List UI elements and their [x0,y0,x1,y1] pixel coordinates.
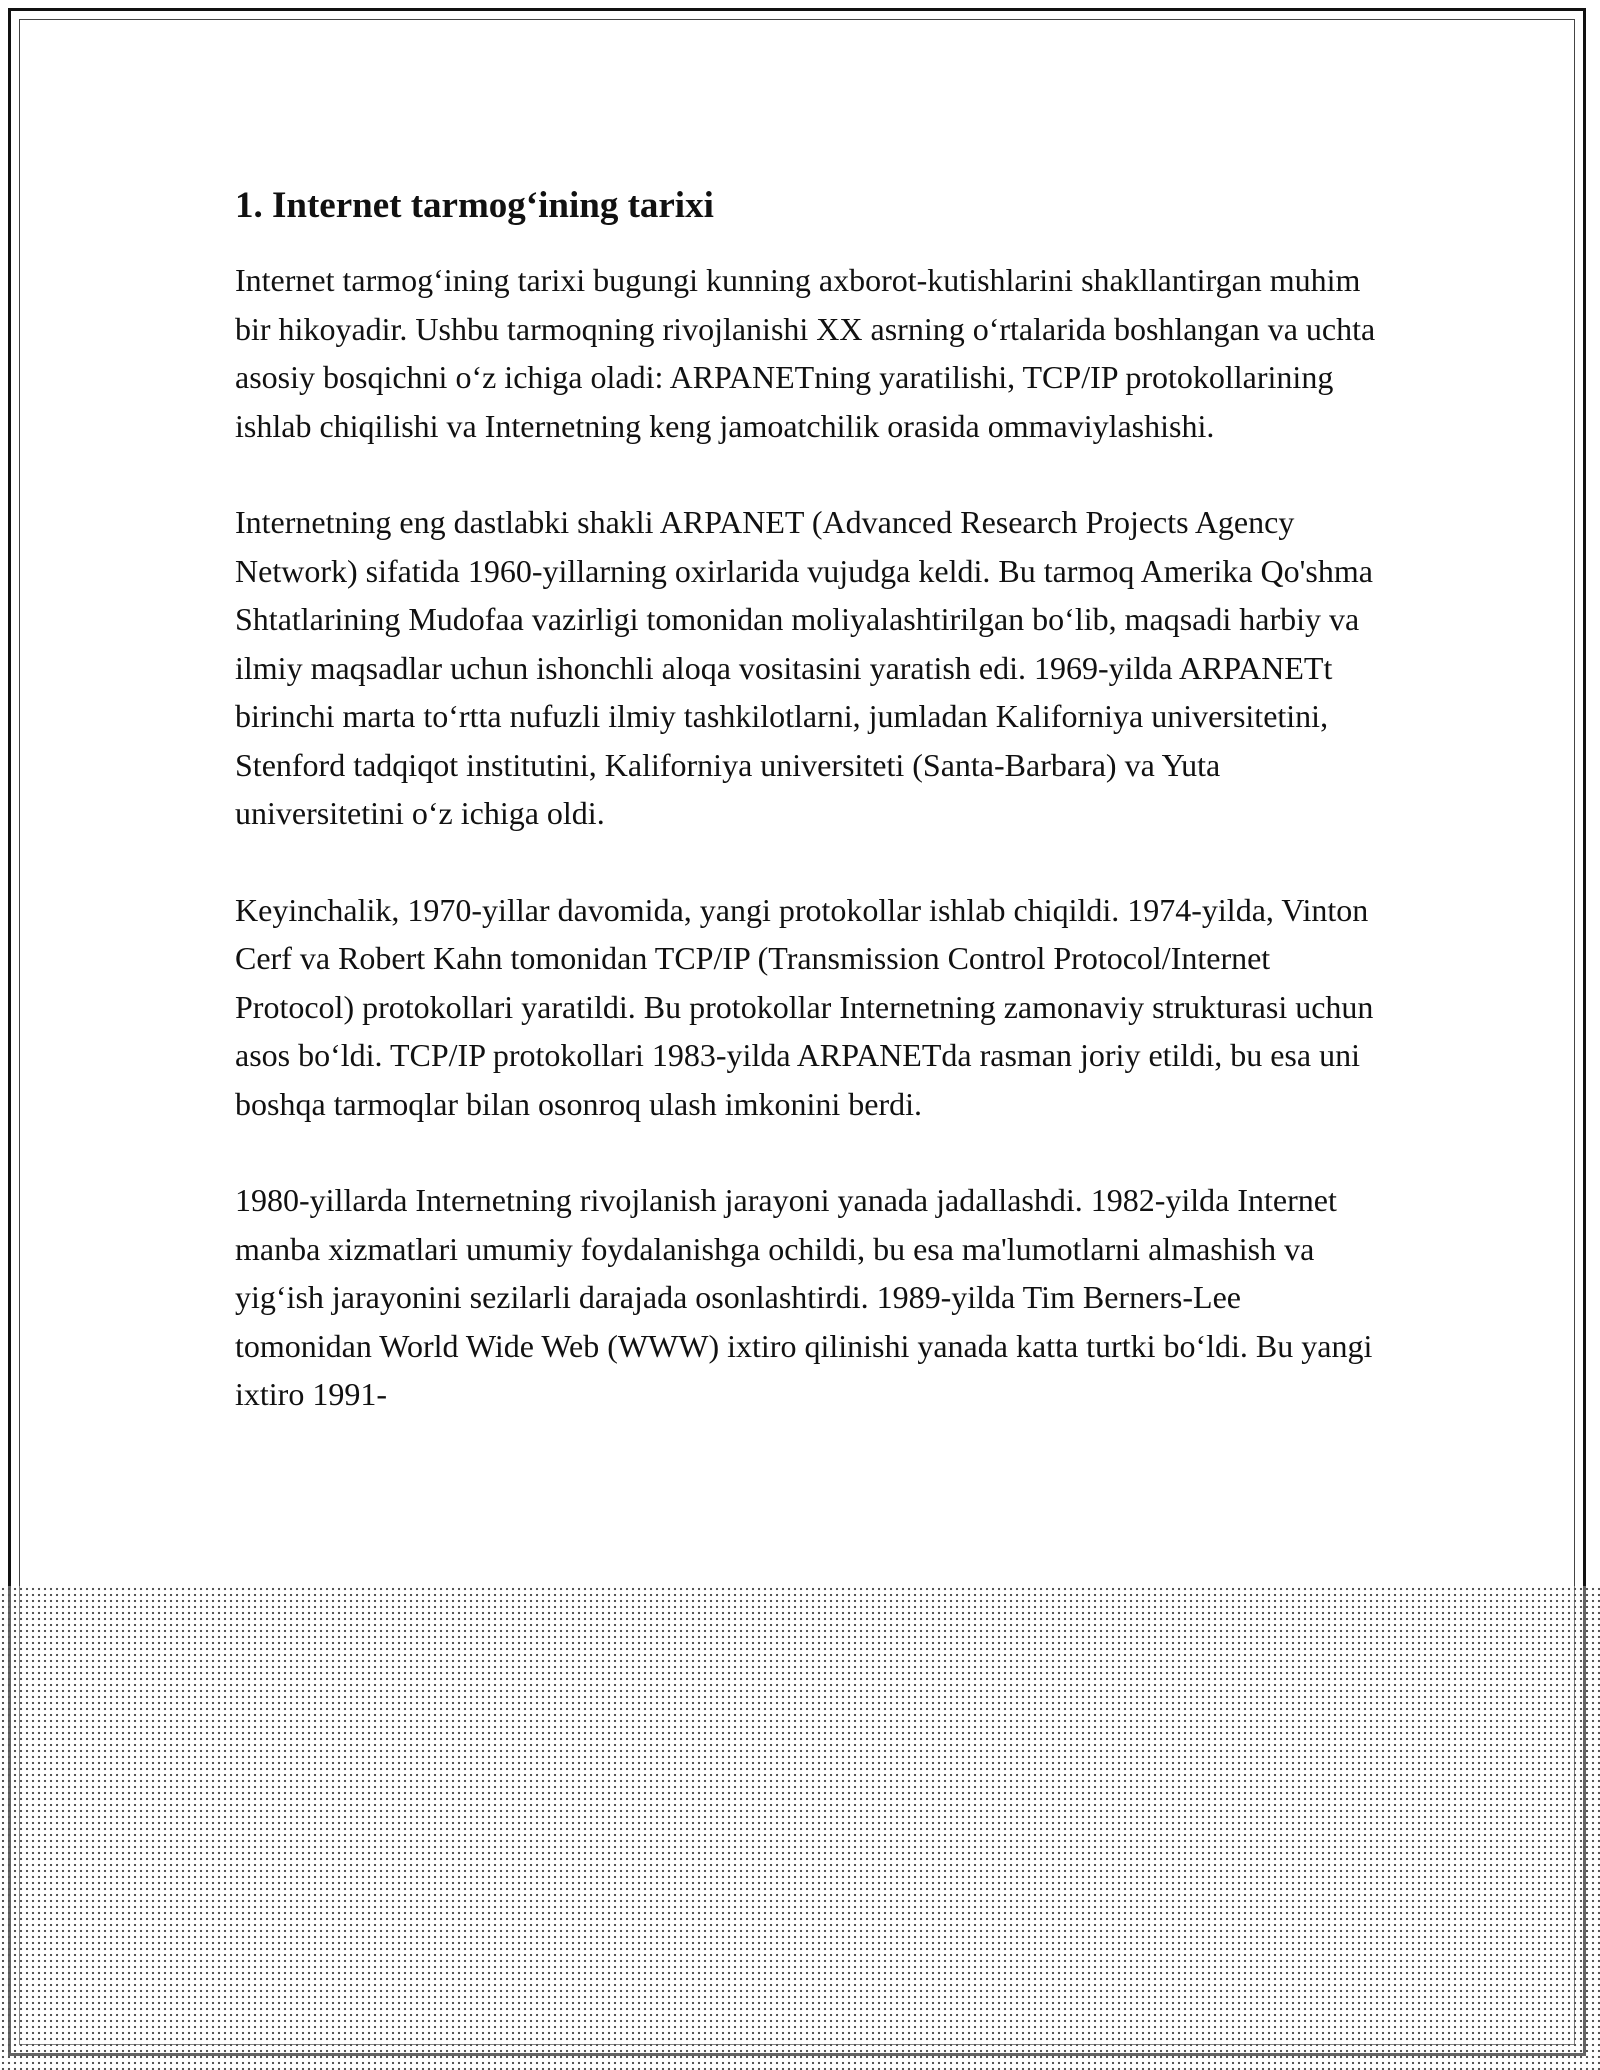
dot-screen-overlay [0,1586,1600,2070]
paragraph-intro: Internet tarmog‘ining tarixi bugungi kunning axborot-kutishlarini shakllantirgan muhim bir hikoyadir. Ushbu tarmoqning rivojlanishi XX asrning o‘rtalarida boshlangan va uchta asosiy bosqichni o‘z ichiga oladi: ARPANETning yaratilishi, TCP/IP protokollarining ishlab chiqilishi va Internetning keng jamoatchilik orasida ommaviylashishi. [235,262,1376,444]
section-heading: 1. Internet tarmog‘ining tarixi [235,185,714,226]
paragraph-tcp-ip: Keyinchalik, 1970-yillar davomida, yangi protokollar ishlab chiqildi. 1974-yilda, Vinton Cerf va Robert Kahn tomonidan TCP/IP (Transmission Control Protocol/Internet Protocol) protokollari yaratildi. Bu protokollar Internetning zamonaviy strukturasi uchun asos bo‘ldi. TCP/IP protokollari 1983-yilda ARPANETda rasman joriy etildi, bu esa uni boshqa tarmoqlar bilan osonroq ulash imkonini berdi. [235,891,1374,1122]
document-body [235,182,1385,1467]
obscured-region [0,1586,1600,2070]
paragraph-www: 1980-yillarda Internetning rivojlanish jarayoni yanada jadallashdi. 1982-yilda Internet manba xizmatlari umumiy foydalanishga ochildi, bu esa ma'lumotlarni almashish va yig‘ish jarayonini sezilarli darajada osonlashtirdi. 1989-yilda Tim Berners-Lee tomonidan World Wide Web (WWW) ixtiro qilinishi yanada katta turtki bo‘ldi. Bu yangi ixtiro 1991- [235,1182,1373,1412]
paragraph-arpanet: Internetning eng dastlabki shakli ARPANET (Advanced Research Projects Agency Network) sifatida 1960-yillarning oxirlarida vujudga keldi. Bu tarmoq Amerika Qo'shma Shtatlarining Mudofaa vazirligi tomonidan moliyalashtirilgan bo‘lib, maqsadi harbiy va ilmiy maqsadlar uchun ishonchli aloqa vositasini yaratish edi. 1969-yilda ARPANETt birinchi marta to‘rtta nufuzli ilmiy tashkilotlarni, jumladan Kaliforniya universitetini, Stenford tadqiqot institutini, Kaliforniya universiteti (Santa-Barbara) va Yuta universitetini o‘z ichiga oldi. [235,504,1373,831]
